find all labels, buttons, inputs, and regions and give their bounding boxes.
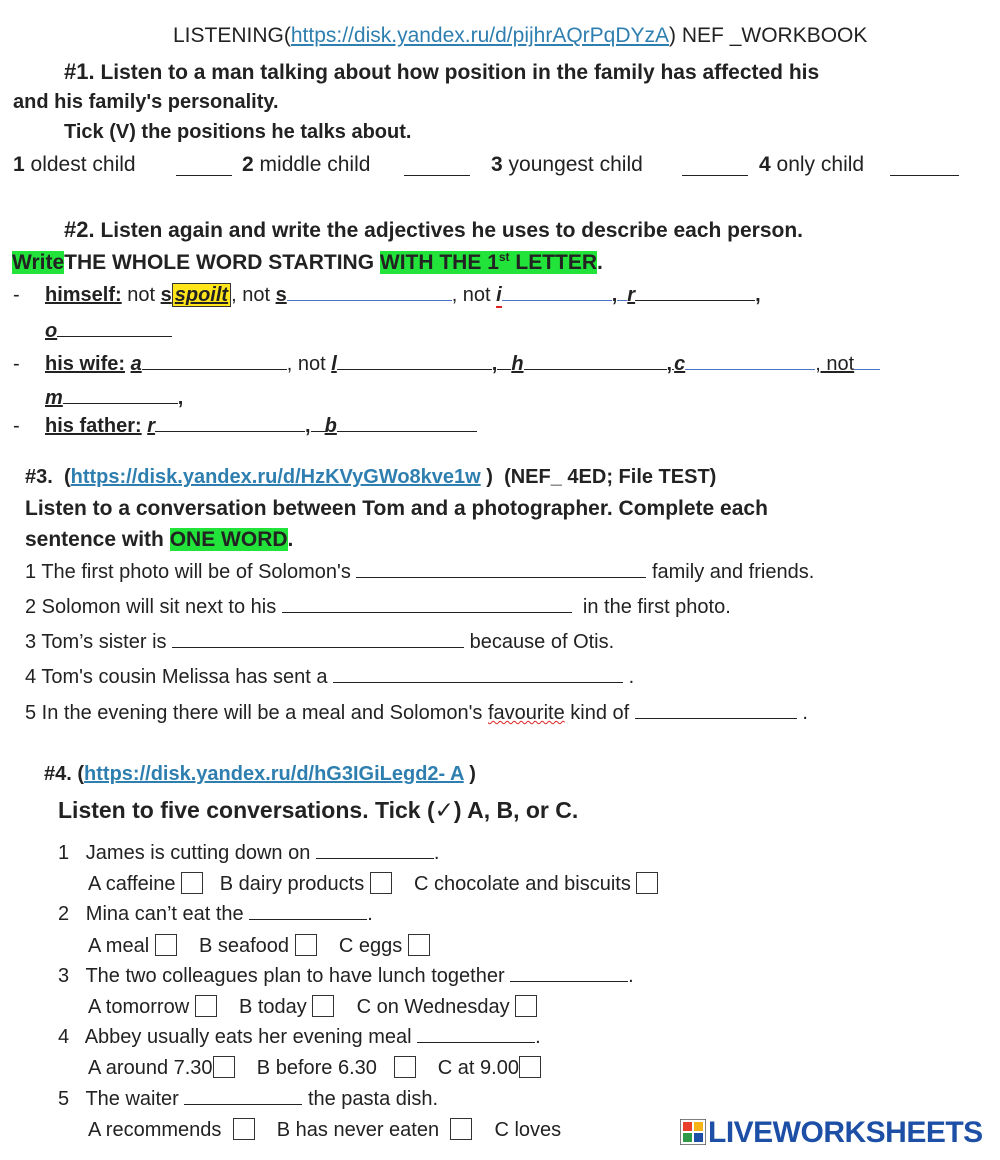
ex3-sentence-pre: 3 Tom’s sister is (25, 631, 167, 653)
ex2-letter: b (324, 415, 337, 437)
ex4-option-a: A meal (88, 935, 150, 957)
header-link[interactable]: https://disk.yandex.ru/d/pijhrAQrPqDYzA (290, 24, 670, 47)
ex2-answer-blank[interactable] (63, 402, 178, 404)
ex4-instruction: Listen to five conversations. Tick (✓) A, B, or C. (58, 797, 579, 823)
ex3-sentence-pre: 1 The first photo will be of Solomon's (25, 561, 351, 583)
ex2-with-sup: st (498, 250, 510, 264)
ex4-options-4 (88, 1056, 541, 1080)
ex1-item-number: 2 (242, 153, 254, 176)
ex3-sentence-pre: 4 Tom's cousin Melissa has sent a (25, 666, 328, 688)
ex4-question-5 (58, 1088, 438, 1111)
ex3-sentence-pre2: kind of (564, 702, 630, 724)
ex4-option-b: B today (238, 996, 307, 1018)
ex2-letter: a (130, 353, 142, 375)
ex1-item-label: youngest child (508, 153, 643, 176)
ex2-instruction (64, 217, 803, 243)
ex4-checkbox-1a[interactable] (181, 872, 203, 894)
ex2-wife-label: his wife: (45, 353, 126, 375)
ex4-question-number: 1 (58, 842, 70, 864)
ex4-checkbox-4a[interactable] (213, 1056, 235, 1078)
ex4-header (44, 763, 476, 786)
ex4-checkbox-2a[interactable] (155, 934, 177, 956)
ex1-item-number: 3 (491, 153, 503, 176)
ex2-answer-blank[interactable] (635, 299, 755, 301)
ex1-item-2 (242, 153, 370, 177)
brand-name: LIVEWORKSHEETS (708, 1116, 983, 1149)
ex2-himself-row (45, 284, 761, 307)
ex3-sentence-post: . (802, 702, 808, 724)
ex2-answer-blank[interactable] (337, 368, 492, 370)
ex2-number: #2. (64, 217, 95, 242)
ex4-option-b: B has never eaten (276, 1119, 440, 1141)
ex4-checkbox-2c[interactable] (408, 934, 430, 956)
ex4-options-5 (88, 1118, 561, 1142)
ex2-whole-word: THE WHOLE WORD STARTING (64, 251, 380, 274)
ex4-question-number: 4 (58, 1026, 70, 1048)
ex1-item-label: middle child (259, 153, 371, 176)
ex2-answer-blank[interactable] (337, 430, 477, 432)
ex2-letter: s (160, 284, 172, 306)
ex4-answer-blank[interactable] (249, 918, 367, 920)
ex2-write-highlight: Write (12, 251, 65, 274)
liveworksheets-logo-icon (680, 1119, 706, 1145)
ex1-answer-blank-4[interactable] (890, 174, 959, 176)
ex2-instruction-2 (12, 250, 603, 275)
ex4-number: #4. (44, 763, 72, 785)
ex1-item-label: oldest child (30, 153, 136, 176)
ex3-sentence-1 (25, 561, 814, 584)
ex4-option-c: C on Wednesday (356, 996, 510, 1018)
ex4-option-c: C at 9.00 (437, 1057, 519, 1079)
ex3-link[interactable]: https://disk.yandex.ru/d/HzKVyGWo8kve1w (70, 466, 481, 488)
ex4-checkbox-4c[interactable] (519, 1056, 541, 1078)
ex3-answer-blank[interactable] (356, 576, 646, 578)
ex2-answer-blank[interactable] (287, 300, 452, 301)
ex3-sentence-4 (25, 666, 634, 689)
ex4-checkbox-5b[interactable] (450, 1118, 472, 1140)
ex4-question-2 (58, 903, 373, 926)
ex4-option-c: C loves (494, 1119, 562, 1141)
ex4-answer-blank[interactable] (316, 857, 434, 859)
ex1-answer-blank-1[interactable] (176, 174, 232, 176)
ex4-question-text: Mina can’t eat the (85, 903, 244, 925)
ex3-number: #3. (25, 466, 53, 488)
ex2-himself-label: himself: (45, 284, 122, 306)
ex1-item-4 (759, 153, 864, 177)
ex2-letter: i (496, 284, 502, 306)
ex4-checkbox-1c[interactable] (636, 872, 658, 894)
ex2-instruction-text: Listen again and write the adjectives he uses to describe each person. (100, 219, 804, 242)
ex4-question-1 (58, 842, 439, 865)
ex4-checkbox-3c[interactable] (515, 995, 537, 1017)
ex2-dot: . (597, 251, 603, 274)
ex4-question-number: 5 (58, 1088, 70, 1110)
ex3-one-word-highlight: ONE WORD (169, 528, 288, 551)
ex2-dash-wife: - (13, 353, 20, 375)
ex3-sentence-2 (25, 596, 731, 619)
ex2-text: , not (451, 284, 497, 306)
ex1-instruction-a: Listen to a man talking about how position in the family has affected his (100, 61, 820, 84)
ex2-with-text: WITH THE 1 (379, 251, 499, 274)
ex3-source: (NEF_ 4ED; File TEST) (504, 466, 717, 488)
ex3-instruction-b (25, 528, 293, 552)
ex4-checkbox-1b[interactable] (370, 872, 392, 894)
ex2-letter-text: LETTER (509, 251, 598, 274)
ex3-paren: ) (486, 466, 493, 488)
ex2-answer-blank[interactable] (155, 430, 305, 432)
ex2-text: , not (286, 353, 332, 375)
ex1-instruction-b: and his family's personality. (13, 91, 279, 113)
ex2-with-highlight (380, 251, 597, 274)
ex1-item-number: 4 (759, 153, 771, 176)
ex2-wife-row (45, 353, 880, 376)
header-suffix: ) NEF _WORKBOOK (669, 24, 868, 47)
ex3-paren: ( (63, 466, 71, 488)
ex2-text: , not (815, 353, 855, 375)
ex1-instruction-c: Tick (V) the positions he talks about. (64, 121, 412, 143)
ex1-instruction-line1 (64, 59, 819, 85)
header-prefix: LISTENING( (173, 24, 291, 47)
ex3-sentence-post: because of Otis. (469, 631, 615, 653)
ex3-header (25, 466, 716, 489)
ex3-answer-blank[interactable] (333, 681, 623, 683)
ex4-option-a: A tomorrow (88, 996, 190, 1018)
ex2-letter: r (627, 284, 636, 306)
ex4-option-b: B dairy products (219, 873, 365, 895)
ex1-answer-blank-3[interactable] (682, 174, 748, 176)
ex4-paren: ) (469, 763, 476, 785)
ex4-question-end: . (433, 842, 440, 864)
ex2-answer-blank[interactable] (524, 368, 667, 370)
ex2-text: , not (231, 284, 276, 306)
ex4-question-after: the pasta dish. (307, 1088, 439, 1110)
ex4-checkbox-5a[interactable] (233, 1118, 255, 1140)
ex3-sentence-pre: 5 In the evening there will be a meal and Solomon's (25, 702, 488, 724)
ex4-question-3 (58, 965, 634, 988)
ex4-question-text: James is cutting down on (85, 842, 311, 864)
ex2-answer-blank[interactable] (685, 369, 815, 370)
ex4-options-3 (88, 995, 537, 1019)
ex4-option-c: C eggs (338, 935, 403, 957)
ex3-answer-blank[interactable] (282, 611, 572, 613)
ex4-question-end: . (367, 903, 373, 925)
ex4-link[interactable]: https://disk.yandex.ru/d/hG3IGiLegd2- A (84, 763, 464, 785)
ex4-checkbox-4b[interactable] (394, 1056, 416, 1078)
ex2-answer-blank[interactable] (57, 335, 172, 337)
ex4-option-c: C chocolate and biscuits (414, 873, 631, 895)
ex1-answer-blank-2[interactable] (404, 174, 470, 176)
ex3-sentence-post: in the first photo. (582, 596, 731, 618)
ex4-question-number: 3 (58, 965, 70, 987)
ex3-dot: . (287, 528, 294, 551)
ex4-question-text: Abbey usually eats her evening meal (84, 1026, 412, 1048)
ex4-question-text: The waiter (85, 1088, 179, 1110)
ex4-question-end: . (628, 965, 634, 987)
ex2-comma: , (177, 387, 184, 409)
ex4-option-a: A caffeine (88, 873, 176, 895)
ex4-option-a: A recommends (88, 1119, 222, 1141)
ex4-options-1 (88, 872, 658, 896)
ex3-sentence-3 (25, 631, 614, 654)
ex4-checkbox-3b[interactable] (312, 995, 334, 1017)
ex4-question-number: 2 (58, 903, 70, 925)
ex1-item-label: only child (776, 153, 865, 176)
ex2-comma: , (491, 353, 498, 375)
ex3-instruction-text: sentence with (25, 528, 170, 551)
ex4-checkbox-3a[interactable] (195, 995, 217, 1017)
ex1-item-number: 1 (13, 153, 25, 176)
ex2-letter: o (45, 320, 58, 342)
ex4-option-a: A around 7.30 (88, 1057, 213, 1079)
ex4-answer-blank[interactable] (184, 1103, 302, 1105)
ex2-comma: , (305, 415, 311, 437)
ex3-instruction-a: Listen to a conversation between Tom and a photographer. Complete each (25, 497, 768, 520)
ex4-option-b: B seafood (198, 935, 290, 957)
ex4-options-2 (88, 934, 430, 958)
ex3-answer-blank[interactable] (635, 717, 797, 719)
ex3-spellcheck-word: favourite (488, 702, 565, 724)
ex2-comma: , (611, 284, 618, 306)
ex2-father-label: his father: (45, 415, 142, 437)
ex2-wife-row2 (45, 387, 183, 410)
ex2-letter: m (45, 387, 63, 409)
ex2-letter: l (331, 353, 337, 375)
ex2-dash-himself: - (13, 284, 20, 306)
ex4-answer-blank[interactable] (510, 980, 628, 982)
ex2-letter: h (511, 353, 524, 375)
ex2-text: not (127, 284, 161, 306)
ex3-answer-blank[interactable] (172, 646, 464, 648)
ex4-answer-blank[interactable] (417, 1041, 535, 1043)
ex2-answer-blank[interactable] (142, 368, 287, 370)
ex1-number: #1. (64, 59, 95, 84)
ex2-comma: , (666, 353, 673, 375)
ex2-letter: r (147, 415, 156, 437)
ex2-example-answer: spoilt (172, 283, 231, 307)
ex3-sentence-post: . (628, 666, 635, 688)
ex4-paren: ( (77, 763, 85, 785)
ex2-letter: s (275, 284, 287, 306)
ex2-himself-row2 (45, 320, 172, 343)
ex2-father-row (45, 415, 477, 438)
ex1-item-3 (491, 153, 643, 177)
ex3-sentence-post: family and friends. (651, 561, 815, 583)
ex2-comma: , (755, 284, 761, 306)
ex2-letter: c (674, 353, 686, 375)
ex1-item-1 (13, 153, 136, 177)
worksheet-header (173, 24, 867, 48)
ex4-question-4 (58, 1026, 541, 1049)
ex4-question-end: . (535, 1026, 541, 1048)
liveworksheets-logo (680, 1116, 983, 1150)
ex2-answer-blank[interactable] (502, 300, 612, 301)
ex4-checkbox-2b[interactable] (295, 934, 317, 956)
ex3-sentence-pre: 2 Solomon will sit next to his (25, 596, 277, 618)
ex2-dash-father: - (13, 415, 20, 437)
ex4-question-text: The two colleagues plan to have lunch together (85, 965, 505, 987)
ex3-sentence-5 (25, 702, 808, 725)
ex4-option-b: B before 6.30 (256, 1057, 377, 1079)
